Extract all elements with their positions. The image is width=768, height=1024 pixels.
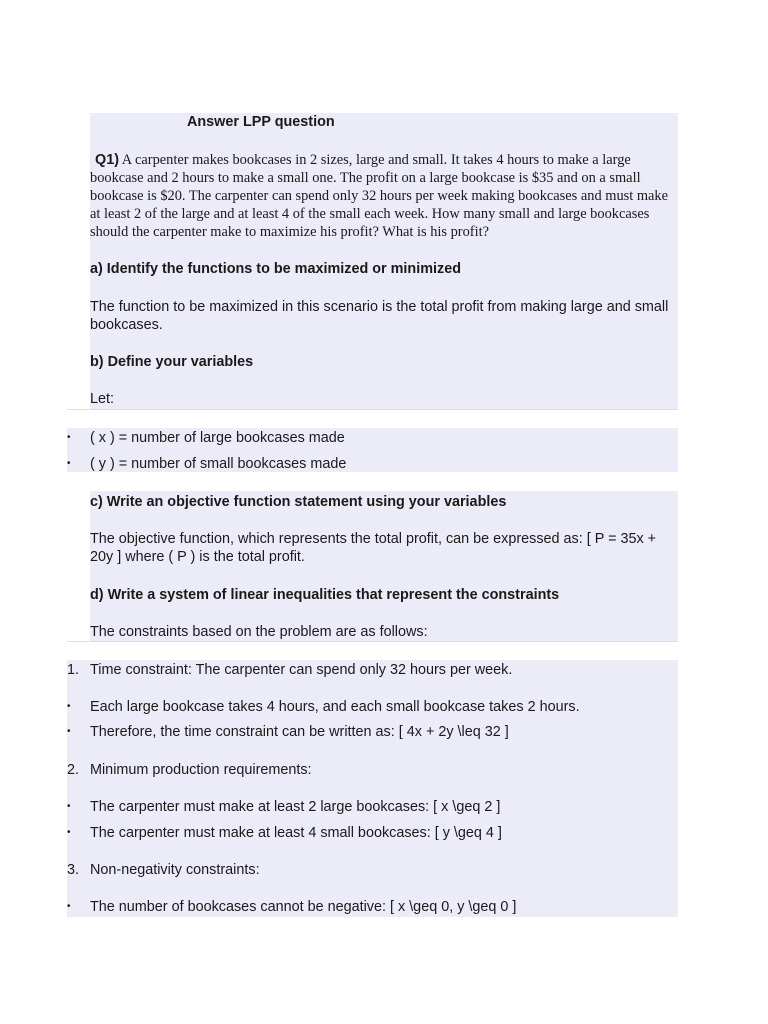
list-number: 3.	[67, 862, 80, 878]
bullet-marker: •	[67, 432, 71, 443]
bullet-marker: •	[67, 827, 71, 838]
list-item: ( y ) = number of small bookcases made	[90, 456, 347, 472]
list-item: The number of bookcases cannot be negative: [ x \geq 0, y \geq 0 ]	[90, 899, 517, 915]
section-d-intro: The constraints based on the problem are as follows:	[90, 624, 428, 640]
bullet-marker: •	[67, 801, 71, 812]
highlight-block-mid	[90, 491, 678, 641]
list-item: Therefore, the time constraint can be written as: [ 4x + 2y \leq 32 ]	[90, 724, 509, 740]
constraint-label: Non-negativity constraints:	[90, 862, 260, 878]
question-label: Q1)	[95, 152, 119, 168]
section-c-heading: c) Write an objective function statement using your variables	[90, 494, 507, 510]
page-title: Answer LPP question	[187, 114, 335, 130]
bullet-marker: •	[67, 701, 71, 712]
list-item: The carpenter must make at least 2 large bookcases: [ x \geq 2 ]	[90, 799, 501, 815]
question-paragraph	[90, 151, 675, 241]
bullet-marker: •	[67, 458, 71, 469]
list-item: Each large bookcase takes 4 hours, and each small bookcase takes 2 hours.	[90, 699, 580, 715]
section-a-body: The function to be maximized in this scenario is the total profit from making large and small bookcases.	[90, 299, 669, 333]
list-number: 2.	[67, 762, 80, 778]
bullet-marker: •	[67, 901, 71, 912]
highlight-edge	[67, 409, 678, 410]
list-item: The carpenter must make at least 4 small bookcases: [ y \geq 4 ]	[90, 825, 502, 841]
constraint-label: Minimum production requirements:	[90, 762, 312, 778]
constraint-label: Time constraint: The carpenter can spend only 32 hours per week.	[90, 662, 513, 678]
list-item: ( x ) = number of large bookcases made	[90, 430, 345, 446]
section-d-heading: d) Write a system of linear inequalities that represent the constraints	[90, 587, 560, 603]
section-c-body: The objective function, which represents the total profit, can be expressed as: [ P = 35x + 20y ] where ( P ) is the total profit.	[90, 531, 657, 565]
bullet-marker: •	[67, 726, 71, 737]
question-text: A carpenter makes bookcases in 2 sizes, large and small. It takes 4 hours to make a large bookcase and 2 hours to make a small one. The profit on a large bookcase is $35 and on a small bookcase is $20. The carpenter can spend only 32 hours per week making bookcases and must make at least 2 of the large and at least 4 of the small each week. How many small and large bookcases should the carpenter make to maximize his profit? What is his profit?	[90, 152, 668, 240]
section-b-intro: Let:	[90, 391, 115, 407]
section-a-heading: a) Identify the functions to be maximized or minimized	[90, 261, 462, 277]
section-b-heading: b) Define your variables	[90, 354, 254, 370]
highlight-edge	[67, 641, 678, 642]
list-number: 1.	[67, 662, 80, 678]
